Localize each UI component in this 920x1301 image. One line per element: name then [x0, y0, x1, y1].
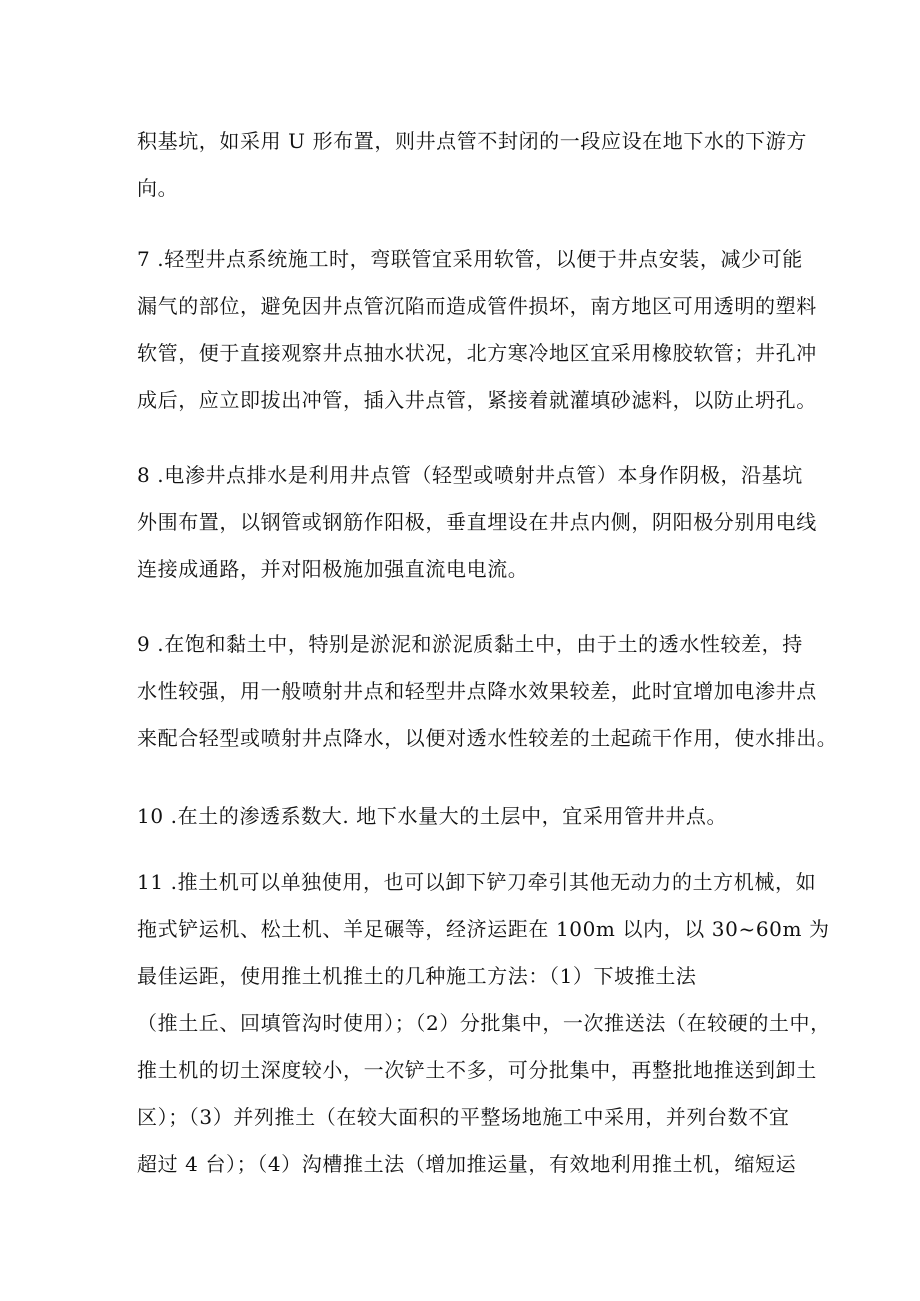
text-line: 10 .在土的渗透系数大. 地下水量大的土层中，宜采用管井井点。	[137, 804, 728, 828]
text-line: 拖式铲运机、松土机、羊足碾等，经济运距在 100m 以内，以 30~60m 为	[137, 917, 830, 941]
text-line: 超过 4 台）；（4）沟槽推土法（增加推运量，有效地利用推土机，缩短运	[137, 1152, 797, 1176]
text-line: 积基坑，如采用 U 形布置，则井点管不封闭的一段应设在地下水的下游方	[137, 129, 807, 153]
paragraph-item-9	[137, 621, 838, 762]
paragraph-item-10	[137, 793, 797, 840]
paragraph-continuation	[137, 118, 807, 212]
text-line: 最佳运距，使用推土机推土的几种施工方法：（1）下坡推土法	[137, 964, 697, 988]
paragraph-item-8	[137, 452, 817, 593]
text-line: 7 .轻型井点系统施工时，弯联管宜采用软管，以便于井点安装，减少可能	[137, 247, 803, 271]
text-line: 软管，便于直接观察井点抽水状况，北方寒冷地区宜采用橡胶软管；井孔冲	[137, 341, 817, 365]
text-line: 连接成通路，并对阳极施加强直流电电流。	[137, 557, 529, 581]
paragraph-item-11	[137, 859, 831, 1188]
text-line: 漏气的部位，避免因井点管沉陷而造成管件损坏，南方地区可用透明的塑料	[137, 294, 817, 318]
text-line: 9 .在饱和黏土中，特别是淤泥和淤泥质黏土中，由于土的透水性较差，持	[137, 632, 803, 656]
paragraph-item-7	[137, 236, 817, 424]
text-line: 来配合轻型或喷射井点降水，以便对透水性较差的土起疏干作用，使水排出。	[137, 726, 838, 750]
text-line: 区）；（3）并列推土（在较大面积的平整场地施工中采用，并列台数不宜	[137, 1105, 790, 1129]
text-line: 推土机的切土深度较小，一次铲土不多，可分批集中，再整批地推送到卸土	[137, 1058, 817, 1082]
text-line: 向。	[137, 176, 179, 200]
text-line: 8 .电渗井点排水是利用井点管（轻型或喷射井点管）本身作阴极，沿基坑	[137, 463, 803, 487]
text-line: 水性较强，用一般喷射井点和轻型井点降水效果较差，此时宜增加电渗井点	[137, 679, 817, 703]
text-line: 成后，应立即拔出冲管，插入井点管，紧接着就灌填砂滤料，以防止坍孔。	[137, 388, 817, 412]
text-line: 外围布置，以钢管或钢筋作阳极，垂直埋设在井点内侧，阴阳极分别用电线	[137, 510, 817, 534]
text-line: 11 .推土机可以单独使用，也可以卸下铲刀牵引其他无动力的土方机械，如	[137, 870, 817, 894]
text-line: （推土丘、回填管沟时使用）；（2）分批集中，一次推送法（在较硬的土中，	[137, 1011, 831, 1035]
